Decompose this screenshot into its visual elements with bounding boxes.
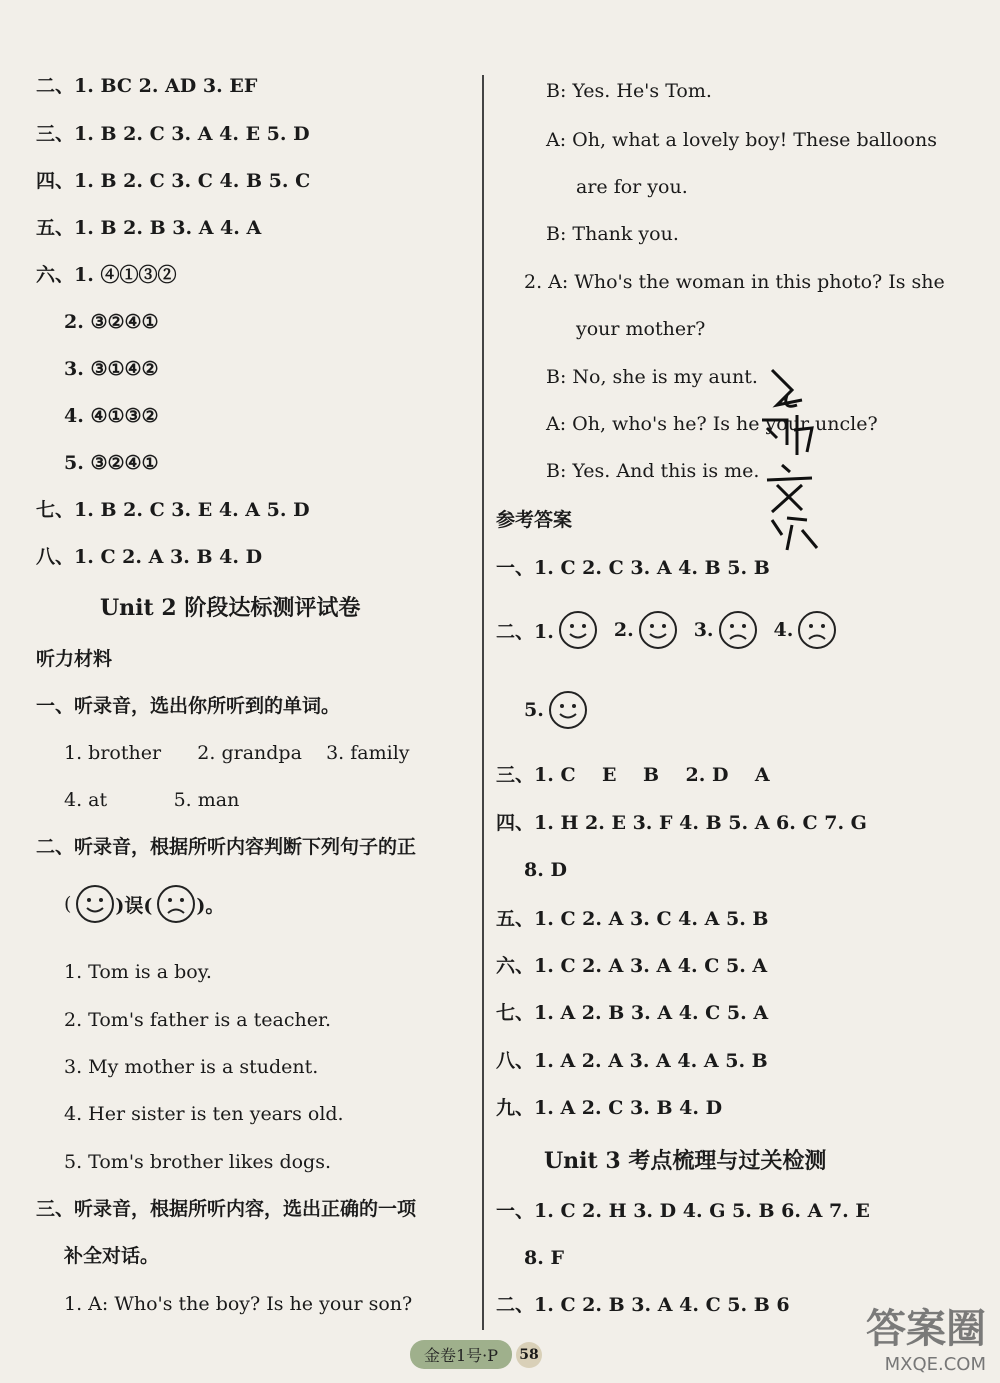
watermark-logo-text: 答案圈 bbox=[866, 1306, 986, 1352]
answer-line: 八、1. A 2. A 3. A 4. A 5. B bbox=[496, 1050, 768, 1072]
footer-label: 金卷1号·P bbox=[410, 1340, 512, 1369]
paren-open: ( bbox=[64, 893, 72, 915]
column-divider bbox=[482, 75, 484, 1330]
answer-label: 二、1. bbox=[496, 620, 554, 643]
question-heading: 二、听录音，根据所听内容判断下列句子的正 bbox=[36, 836, 417, 858]
dialogue-line: B: No, she is my aunt. bbox=[546, 366, 758, 388]
answer-line: 七、1. A 2. B 3. A 4. C 5. A bbox=[496, 1002, 769, 1024]
dialogue-line: A: Oh, what a lovely boy! These balloons bbox=[546, 129, 937, 151]
dialogue-line: A: Oh, who's he? Is he your uncle? bbox=[546, 413, 878, 435]
answer-line: 四、1. B 2. C 3. C 4. B 5. C bbox=[36, 170, 311, 192]
sentence: 1. Tom is a boy. bbox=[64, 961, 212, 983]
answer-line: 3. ③①④② bbox=[64, 358, 159, 380]
answer-line: 九、1. A 2. C 3. B 4. D bbox=[496, 1097, 723, 1119]
sentence: 2. Tom's father is a teacher. bbox=[64, 1009, 332, 1031]
answer-line: 三、1. B 2. C 3. A 4. E 5. D bbox=[36, 123, 310, 145]
question-heading: 一、听录音，选出你所听到的单词。 bbox=[36, 695, 341, 717]
answer-line: 三、1. C E B 2. D A bbox=[496, 764, 770, 786]
section-heading: 听力材料 bbox=[36, 648, 113, 670]
answer-line: 七、1. B 2. C 3. E 4. A 5. D bbox=[36, 499, 310, 521]
word-list: 4. at 5. man bbox=[64, 789, 240, 811]
wrong-label: )误( bbox=[115, 894, 153, 917]
happy-face-icon bbox=[558, 610, 598, 650]
watermark bbox=[866, 1297, 986, 1375]
unit2-title: Unit 2 阶段达标测评试卷 bbox=[100, 595, 361, 621]
answer-label: 4. bbox=[773, 619, 794, 641]
word-list: 1. brother 2. grandpa 3. family bbox=[64, 742, 410, 764]
answer-line: 8. F bbox=[524, 1247, 564, 1269]
face-answers-row bbox=[496, 610, 837, 650]
answer-line: 六、1. ④①③② bbox=[36, 264, 177, 286]
sentence: 4. Her sister is ten years old. bbox=[64, 1103, 344, 1125]
answer-line: 一、1. C 2. H 3. D 4. G 5. B 6. A 7. E bbox=[496, 1200, 870, 1222]
answer-line: 一、1. C 2. C 3. A 4. B 5. B bbox=[496, 557, 770, 579]
question-heading: 补全对话。 bbox=[64, 1245, 160, 1267]
answer-line: 五、1. B 2. B 3. A 4. A bbox=[36, 217, 262, 239]
page-footer bbox=[410, 1340, 542, 1369]
sad-face-icon bbox=[718, 610, 758, 650]
answer-key-heading: 参考答案 bbox=[496, 509, 573, 531]
page-number: 58 bbox=[516, 1342, 542, 1368]
right-wrong-legend bbox=[64, 884, 228, 924]
answer-line: 4. ④①③② bbox=[64, 405, 159, 427]
answer-line: 二、1. BC 2. AD 3. EF bbox=[36, 75, 258, 97]
answer-line: 5. ③②④① bbox=[64, 452, 159, 474]
answer-line: 8. D bbox=[524, 859, 567, 881]
happy-face-icon bbox=[75, 884, 115, 924]
sentence: 5. Tom's brother likes dogs. bbox=[64, 1151, 332, 1173]
answer-label: 2. bbox=[613, 619, 634, 641]
face-answers-row bbox=[524, 690, 588, 730]
answer-line: 五、1. C 2. A 3. C 4. A 5. B bbox=[496, 908, 769, 930]
answer-line: 六、1. C 2. A 3. A 4. C 5. A bbox=[496, 955, 768, 977]
question-heading: 三、听录音，根据所听内容，选出正确的一项 bbox=[36, 1198, 417, 1220]
watermark-url: MXQE.COM bbox=[884, 1354, 986, 1375]
answer-label: 5. bbox=[524, 699, 544, 721]
answer-line: 2. ③②④① bbox=[64, 311, 159, 333]
dialogue-line: B: Thank you. bbox=[546, 223, 679, 245]
dialogue-line: are for you. bbox=[576, 176, 688, 198]
sentence: 3. My mother is a student. bbox=[64, 1056, 319, 1078]
dialogue-line: 1. A: Who's the boy? Is he your son? bbox=[64, 1293, 413, 1315]
paren-close: )。 bbox=[196, 894, 225, 917]
handwritten-note-graphic bbox=[752, 360, 842, 560]
answer-line: 四、1. H 2. E 3. F 4. B 5. A 6. C 7. G bbox=[496, 812, 867, 834]
sad-face-icon bbox=[156, 884, 196, 924]
unit3-title: Unit 3 考点梳理与过关检测 bbox=[544, 1148, 827, 1174]
dialogue-line: B: Yes. And this is me. bbox=[546, 460, 760, 482]
happy-face-icon bbox=[548, 690, 588, 730]
dialogue-line: your mother? bbox=[576, 318, 706, 340]
answer-line: 二、1. C 2. B 3. A 4. C 5. B 6 bbox=[496, 1294, 790, 1316]
sad-face-icon bbox=[797, 610, 837, 650]
answer-line: 八、1. C 2. A 3. B 4. D bbox=[36, 546, 263, 568]
dialogue-line: 2. A: Who's the woman in this photo? Is she bbox=[524, 271, 945, 293]
answer-label: 3. bbox=[693, 619, 714, 641]
dialogue-line: B: Yes. He's Tom. bbox=[546, 80, 712, 102]
happy-face-icon bbox=[638, 610, 678, 650]
